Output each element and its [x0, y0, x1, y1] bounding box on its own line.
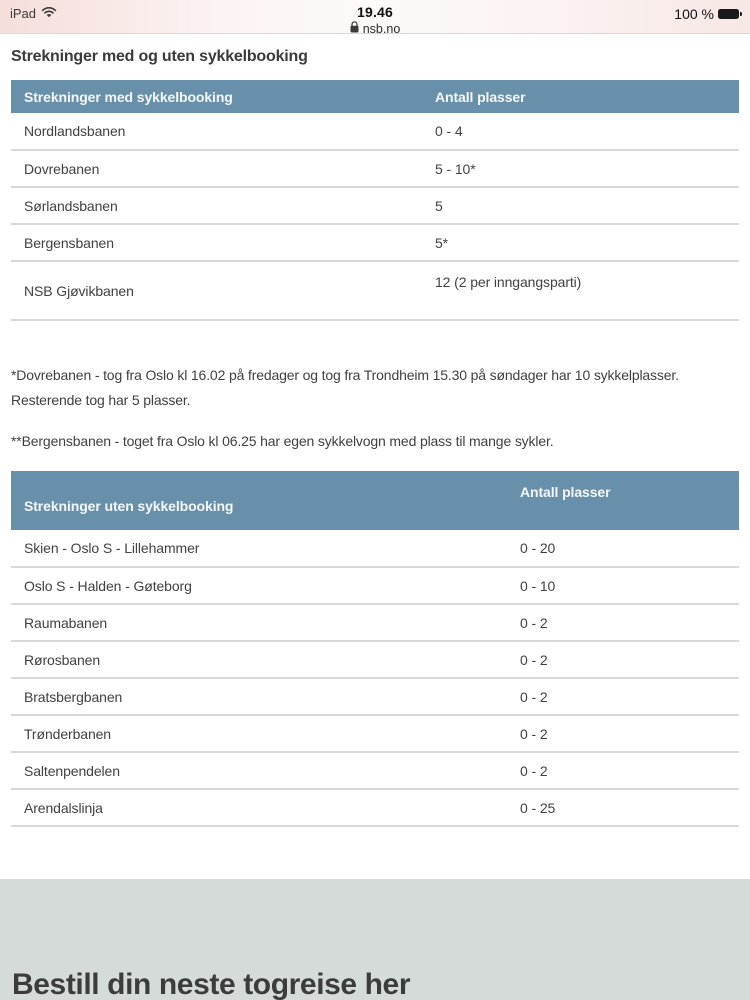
column-header-routes: Strekninger med sykkelbooking [11, 80, 435, 113]
capacity-cell: 0 - 10 [520, 567, 739, 604]
url-bar[interactable] [350, 21, 401, 36]
capacity-cell: 0 - 2 [520, 641, 739, 678]
table-row [11, 530, 739, 567]
ios-status-bar [0, 0, 750, 34]
route-name-cell: Dovrebanen [11, 150, 435, 187]
route-name-cell: Skien - Oslo S - Lillehammer [11, 530, 520, 567]
route-name-cell: Nordlandsbanen [11, 113, 435, 150]
route-name-cell: Raumabanen [11, 604, 520, 641]
route-name-cell: Saltenpendelen [11, 752, 520, 789]
statusbar-right [674, 6, 742, 22]
route-name-cell: Oslo S - Halden - Gøteborg [11, 567, 520, 604]
column-header-capacity: Antall plasser [435, 80, 739, 113]
capacity-cell: 0 - 4 [435, 113, 739, 150]
battery-percent-label: 100 % [674, 6, 714, 22]
device-label: iPad [10, 6, 37, 21]
table-row [11, 150, 739, 187]
route-name-cell: Trønderbanen [11, 715, 520, 752]
table-row [11, 567, 739, 604]
capacity-cell: 0 - 2 [520, 604, 739, 641]
table-row [11, 224, 739, 261]
clock: 19.46 [356, 4, 394, 20]
table-row [11, 715, 739, 752]
capacity-cell: 12 (2 per inngangsparti) [435, 261, 739, 320]
without-booking-table [11, 471, 739, 827]
column-header-capacity: Antall plasser [520, 471, 739, 530]
url-label: nsb.no [362, 21, 401, 36]
table-row [11, 604, 739, 641]
table-row [11, 187, 739, 224]
table-row [11, 678, 739, 715]
statusbar-center [0, 0, 750, 36]
table-header-row [11, 471, 739, 530]
cta-heading: Bestill din neste togreise her [12, 968, 411, 1000]
capacity-cell: 0 - 2 [520, 678, 739, 715]
with-booking-table [11, 80, 739, 321]
capacity-cell: 5 [435, 187, 739, 224]
battery-full-icon [718, 9, 742, 19]
table-row [11, 641, 739, 678]
route-name-cell: Sørlandsbanen [11, 187, 435, 224]
booking-section [0, 879, 750, 1000]
page-title: Strekninger med og uten sykkelbooking [11, 48, 308, 65]
table-header-row [11, 80, 739, 113]
lock-icon [350, 21, 359, 36]
capacity-cell: 5* [435, 224, 739, 261]
table-row [11, 789, 739, 826]
route-name-cell: Rørosbanen [11, 641, 520, 678]
capacity-cell: 0 - 2 [520, 715, 739, 752]
route-name-cell: NSB Gjøvikbanen [11, 261, 435, 320]
capacity-cell: 0 - 20 [520, 530, 739, 567]
table-row [11, 261, 739, 320]
column-header-routes: Strekninger uten sykkelbooking [11, 471, 520, 530]
table-row [11, 752, 739, 789]
route-name-cell: Arendalslinja [11, 789, 520, 826]
capacity-cell: 0 - 25 [520, 789, 739, 826]
route-name-cell: Bergensbanen [11, 224, 435, 261]
page-content [0, 48, 750, 827]
footnote-bergensbanen: **Bergensbanen - toget fra Oslo kl 06.25 har egen sykkelvogn med plass til mange sykler. [11, 433, 554, 449]
footnote-dovrebanen: *Dovrebanen - tog fra Oslo kl 16.02 på fredager og tog fra Trondheim 15.30 på søndager har 10 sykkelplasser. Resterende tog har 5 plasser. [11, 367, 679, 408]
capacity-cell: 0 - 2 [520, 752, 739, 789]
capacity-cell: 5 - 10* [435, 150, 739, 187]
route-name-cell: Bratsbergbanen [11, 678, 520, 715]
table-row [11, 113, 739, 150]
